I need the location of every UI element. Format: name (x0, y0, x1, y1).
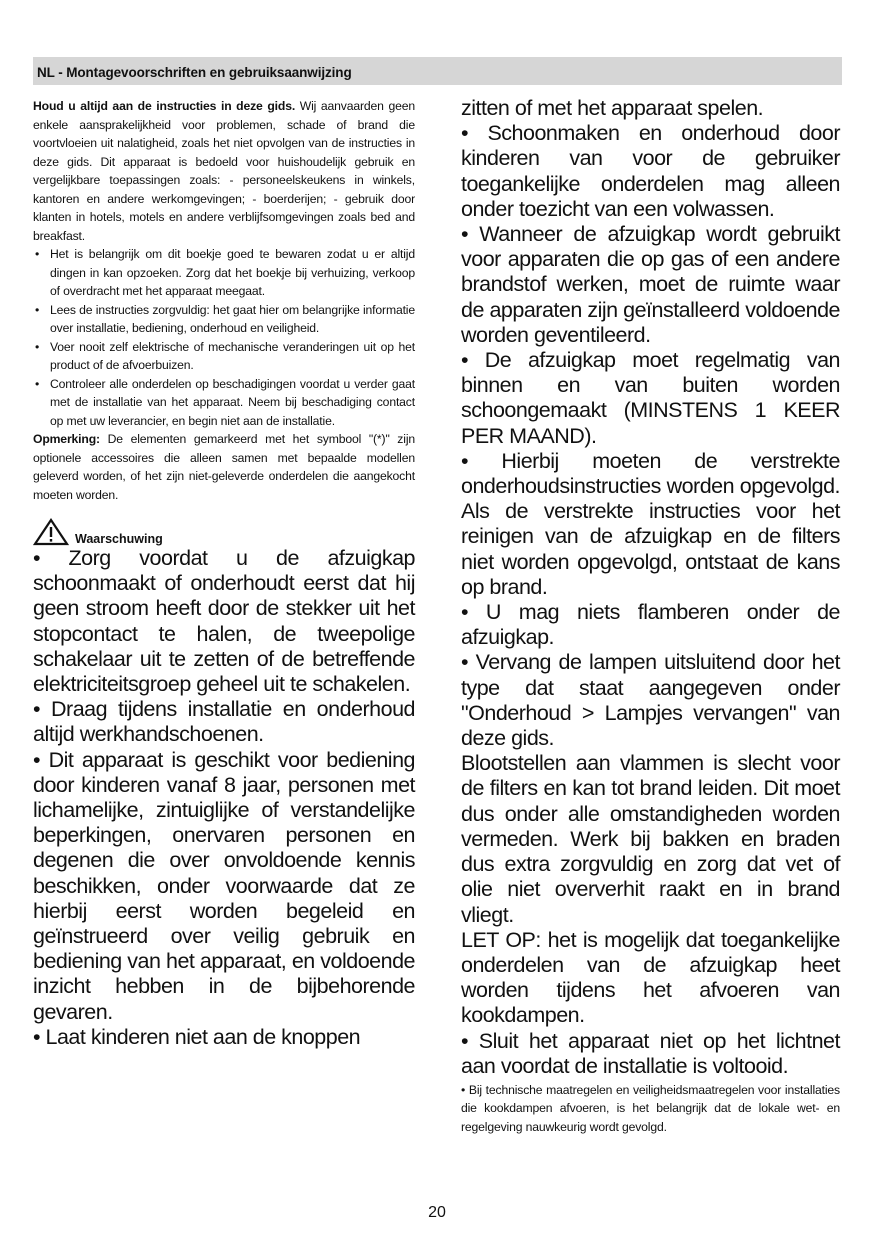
right-column (461, 96, 840, 1136)
warning-heading (33, 514, 415, 546)
right-paragraph: • Vervang de lampen uitsluitend door het type dat staat aangegeven onder "Onderhoud > Lampjes vervangen" van deze gids. (461, 650, 840, 751)
right-paragraph: zitten of met het apparaat spelen. (461, 96, 764, 120)
section-title: NL - Montagevoorschriften en gebruiksaanwijzing (37, 65, 352, 80)
list-item: • Lees de instructies zorgvuldig: het gaat hier om belangrijke informatie over installatie, bediening, onderhoud en veiligheid. (33, 301, 415, 338)
list-item: • Het is belangrijk om dit boekje goed te bewaren zodat u er altijd dingen in kan opzoeken. Zorg dat het boekje bij verhuizing, verkoop of overdracht met het apparaat meegaat. (33, 245, 415, 301)
left-column (33, 97, 415, 1050)
warning-paragraph: • Zorg voordat u de afzuigkap schoonmaakt of onderhoudt eerst dat hij geen stroom heeft door de stekker uit het stopcontact te halen, de tweepolige schakelaar uit te zetten of de betreffende elektriciteitsgroep geheel uit te schakelen. (33, 546, 415, 697)
right-paragraph: • Sluit het apparaat niet op het lichtnet aan voordat de installatie is voltooid. (461, 1028, 840, 1078)
intro-bold: Houd u altijd aan de instructies in deze gids. (33, 99, 296, 113)
warning-triangle-icon (33, 518, 69, 546)
right-paragraph: Blootstellen aan vlammen is slecht voor de filters en kan tot brand leiden. Dit moet dus onder alle omstandigheden worden vermeden. Werk bij bakken en braden dus extra zorgvuldig en zorg dat vet of olie niet oververhit raakt en in brand vliegt. (461, 751, 840, 927)
warning-paragraph: • Dit apparaat is geschikt voor bediening door kinderen vanaf 8 jaar, personen met lichamelijke, zintuiglijke of verstandelijke beperkingen, onervaren personen en degenen die over onvoldoende kennis beschikken, onder voorwaarde dat ze hierbij eerst worden begeleid en geïnstrueerd over veilig gebruik en bediening van het apparaat, en voldoende inzicht hebben in de bijbehorende gevaren. (33, 747, 415, 1024)
page-number: 20 (428, 1204, 446, 1221)
section-header (33, 57, 842, 85)
right-paragraph: • U mag niets flamberen onder de afzuigkap. (461, 600, 840, 650)
note-text: De elementen gemarkeerd met het symbool "(*)" zijn optionele accessoires die alleen samen met bepaalde modellen geleverd worden, of het zijn niet-geleverde onderdelen die aangekocht moeten worden. (33, 432, 415, 502)
list-item: • Controleer alle onderdelen op beschadigingen voordat u verder gaat met de installatie van het apparaat. Neem bij beschadiging contact op met uw leverancier, en begin niet aan de installatie. (33, 375, 415, 431)
intro-text: Wij aanvaarden geen enkele aansprakelijkheid voor problemen, schade of brand die voortvloeien uit nalatigheid, zoals het niet opvolgen van de instructies in deze gids. Dit apparaat is bedoeld voor huishoudelijk gebruik en vergelijkbare toepassingen zoals: - personeelskeukens in winkels, kantoren en andere werkomgevingen; - boerderijen; - gebruik door klanten in hotels, motels en andere verblijfsomgevingen zoals bed and breakfast. (33, 99, 415, 243)
right-paragraph: • Schoonmaken en onderhoud door kinderen van voor de gebruiker toegankelijke onderdelen mag alleen onder toezicht van een volwassen. (461, 121, 840, 221)
list-item: • Voer nooit zelf elektrische of mechanische veranderingen uit op het product of de afvoerbuizen. (33, 338, 415, 375)
right-paragraph: • De afzuigkap moet regelmatig van binnen en van buiten worden schoongemaakt (MINSTENS 1 KEER PER MAAND). (461, 348, 840, 448)
regulation-note: • Bij technische maatregelen en veiligheidsmaatregelen voor installaties die kookdampen afvoeren, is het belangrijk dat de lokale wet- en regelgeving nauwkeurig wordt gevolgd. (461, 1082, 840, 1134)
right-paragraph: LET OP: het is mogelijk dat toegankelijke onderdelen van de afzuigkap heet worden tijdens het afvoeren van kookdampen. (461, 927, 840, 1028)
intro-paragraph (33, 97, 415, 245)
instruction-list (33, 245, 415, 430)
warning-paragraph: • Laat kinderen niet aan de knoppen (33, 1024, 361, 1049)
right-paragraph: • Wanneer de afzuigkap wordt gebruikt voor apparaten die op gas of een andere brandstof werken, moet de ruimte waar de apparaten zijn geïnstalleerd voldoende worden geventileerd. (461, 222, 840, 347)
note-paragraph (33, 430, 415, 504)
note-label: Opmerking: (33, 432, 100, 446)
warning-paragraph: • Draag tijdens installatie en onderhoud altijd werkhandschoenen. (33, 697, 415, 747)
right-paragraph: • Hierbij moeten de verstrekte onderhoudsinstructies worden opgevolgd. Als de verstrekte instructies voor het reinigen van de afzuigkap en de filters niet worden opgevolgd, ontstaat de kans op brand. (461, 448, 840, 599)
warning-label: Waarschuwing (75, 532, 163, 546)
